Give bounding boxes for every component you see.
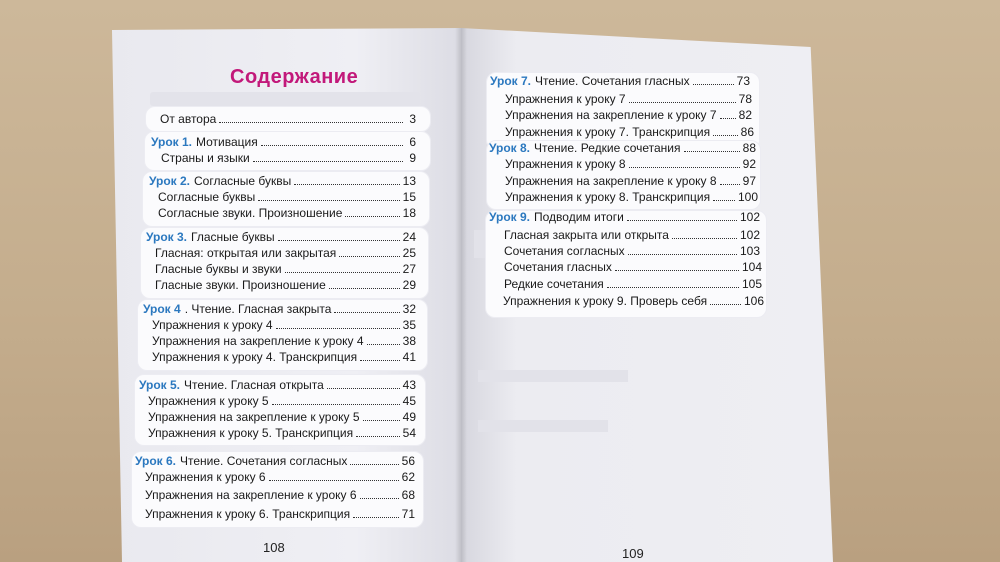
toc-dot-leader	[615, 260, 739, 271]
toc-entry	[505, 92, 752, 108]
toc-entry	[148, 410, 416, 426]
toc-entry-title: Согласные буквы	[194, 174, 292, 188]
toc-entry-title: Согласные буквы	[158, 190, 256, 204]
toc-dot-leader	[720, 108, 736, 119]
toc-entry-title: Упражнения к уроку 7	[505, 92, 626, 106]
toc-lesson-label: Урок 7.	[490, 74, 532, 88]
toc-page-number: 38	[402, 334, 416, 348]
toc-page-number: 68	[401, 488, 415, 502]
toc-entry-title: Упражнения к уроку 6. Транскрипция	[145, 507, 351, 521]
toc-entry	[151, 135, 416, 151]
toc-dot-leader	[363, 410, 400, 421]
toc-entry	[505, 190, 758, 206]
toc-dot-leader	[345, 206, 399, 217]
toc-entry-title: Гласные звуки. Произношение	[155, 278, 326, 292]
toc-page-number: 25	[402, 246, 416, 260]
toc-dot-leader	[294, 174, 399, 185]
toc-entry	[139, 378, 416, 394]
toc-entry	[504, 228, 760, 244]
toc-entry	[160, 112, 416, 128]
toc-page-number: 41	[402, 350, 416, 364]
toc-entry	[505, 157, 756, 173]
toc-dot-leader	[693, 74, 734, 85]
toc-lesson-label: Урок 9.	[489, 210, 531, 224]
toc-page-number: 100	[737, 190, 758, 204]
toc-entry-title: Мотивация	[196, 135, 258, 149]
toc-dot-leader	[367, 334, 400, 345]
toc-dot-leader	[360, 488, 399, 499]
toc-entry-title: Согласные звуки. Произношение	[158, 206, 343, 220]
toc-dot-leader	[360, 350, 400, 361]
toc-dot-leader	[329, 278, 400, 289]
toc-dot-leader	[258, 190, 399, 201]
toc-page-number: 15	[402, 190, 416, 204]
toc-dot-leader	[607, 277, 739, 288]
toc-page-number: 104	[741, 260, 762, 274]
toc-page-number: 102	[739, 228, 760, 242]
toc-page-number: 103	[739, 244, 760, 258]
toc-page-number: 6	[409, 135, 416, 149]
toc-page-number: 13	[402, 174, 416, 188]
toc-dot-leader	[713, 190, 735, 201]
toc-dot-leader	[219, 112, 403, 123]
toc-entry-title: Редкие сочетания	[504, 277, 604, 291]
toc-page-number: 9	[409, 151, 416, 165]
toc-entry	[505, 174, 756, 190]
toc-page-number: 73	[736, 74, 750, 88]
toc-entry-title: . Чтение. Гласная закрыта	[184, 302, 332, 316]
toc-dot-leader	[627, 210, 737, 221]
toc-entry	[143, 302, 416, 318]
toc-entry-title: Упражнения к уроку 4	[152, 318, 273, 332]
toc-page-number: 35	[402, 318, 416, 332]
toc-page-number: 102	[739, 210, 760, 224]
toc-entry	[146, 230, 416, 246]
toc-dot-leader	[720, 174, 740, 185]
toc-page-number: 3	[409, 112, 416, 126]
toc-page-number: 29	[402, 278, 416, 292]
toc-entry	[505, 108, 752, 124]
toc-page-number: 49	[402, 410, 416, 424]
toc-entry-title: Чтение. Сочетания согласных	[180, 454, 348, 468]
toc-entry-title: Упражнения на закрепление к уроку 6	[145, 488, 357, 502]
toc-dot-leader	[272, 394, 400, 405]
toc-entry	[490, 74, 750, 90]
toc-lesson-label: Урок 4	[143, 302, 181, 316]
toc-page-number: 32	[402, 302, 416, 316]
toc-entry-title: Гласные буквы и звуки	[155, 262, 282, 276]
toc-entry-title: Упражнения на закрепление к уроку 8	[505, 174, 717, 188]
toc-dot-leader	[356, 426, 400, 437]
toc-entry-title: Упражнения на закрепление к уроку 7	[505, 108, 717, 122]
toc-page-number: 106	[743, 294, 764, 308]
toc-page-number: 97	[742, 174, 756, 188]
toc-dot-leader	[713, 125, 738, 136]
toc-dot-leader	[278, 230, 400, 241]
toc-dot-leader	[327, 378, 400, 389]
toc-dot-leader	[353, 507, 399, 518]
toc-dot-leader	[339, 246, 399, 257]
toc-entry	[135, 454, 415, 470]
toc-entry	[158, 206, 416, 222]
toc-dot-leader	[253, 151, 403, 162]
toc-page-number: 92	[742, 157, 756, 171]
toc-entry	[505, 125, 754, 141]
page-number-right: 109	[622, 546, 644, 561]
toc-dot-leader	[261, 135, 403, 146]
toc-entry-title: Упражнения к уроку 5. Транскрипция	[148, 426, 354, 440]
toc-entry-title: Упражнения к уроку 8	[505, 157, 626, 171]
toc-entry	[504, 244, 760, 260]
toc-page-number: 18	[402, 206, 416, 220]
toc-entry-title: Страны и языки	[161, 151, 250, 165]
toc-lesson-label: Урок 8.	[489, 141, 531, 155]
toc-entry	[152, 334, 416, 350]
toc-page-number: 56	[401, 454, 415, 468]
toc-page-number: 43	[402, 378, 416, 392]
toc-dot-leader	[269, 470, 399, 481]
toc-entry-title: Упражнения к уроку 7. Транскрипция	[505, 125, 711, 139]
toc-entry-title: Упражнения к уроку 9. Проверь себя	[503, 294, 708, 308]
toc-lesson-label: Урок 2.	[149, 174, 191, 188]
toc-entry	[504, 260, 762, 276]
toc-entry	[504, 277, 762, 293]
toc-entry	[145, 507, 415, 523]
toc-entry-title: Чтение. Сочетания гласных	[535, 74, 690, 88]
toc-page-number: 45	[402, 394, 416, 408]
toc-entry-title: Упражнения к уроку 8. Транскрипция	[505, 190, 711, 204]
toc-dot-leader	[350, 454, 398, 465]
toc-dot-leader	[285, 262, 400, 273]
toc-entry	[148, 394, 416, 410]
toc-entry	[155, 278, 416, 294]
toc-entry-title: Подводим итоги	[534, 210, 624, 224]
toc-lesson-label: Урок 3.	[146, 230, 188, 244]
toc-entry	[489, 210, 760, 226]
toc-entry	[145, 488, 415, 504]
toc-entry-title: Упражнения к уроку 5	[148, 394, 269, 408]
toc-dot-leader	[629, 157, 740, 168]
toc-title: Содержание	[230, 66, 359, 88]
bleed-through-shape	[150, 92, 420, 106]
toc-entry	[149, 174, 416, 190]
toc-dot-leader	[629, 92, 736, 103]
toc-page-number: 24	[402, 230, 416, 244]
toc-entry-title: От автора	[160, 112, 217, 126]
page-number-left: 108	[263, 540, 285, 555]
toc-dot-leader	[334, 302, 399, 313]
bleed-through-shape	[478, 420, 608, 432]
toc-entry	[161, 151, 416, 167]
bleed-through-shape	[478, 370, 628, 382]
toc-dot-leader	[276, 318, 400, 329]
toc-entry-title: Гласная: открытая или закрытая	[155, 246, 337, 260]
toc-entry-title: Упражнения к уроку 6	[145, 470, 266, 484]
toc-entry	[148, 426, 416, 442]
toc-entry	[152, 350, 416, 366]
toc-page-number: 71	[401, 507, 415, 521]
toc-dot-leader	[628, 244, 737, 255]
toc-entry-title: Упражнения на закрепление к уроку 4	[152, 334, 364, 348]
toc-page-number: 105	[741, 277, 762, 291]
toc-entry-title: Чтение. Редкие сочетания	[534, 141, 681, 155]
book-spine	[455, 28, 467, 562]
toc-page-number: 78	[738, 92, 752, 106]
toc-dot-leader	[710, 294, 741, 305]
toc-entry-title: Упражнения к уроку 4. Транскрипция	[152, 350, 358, 364]
toc-page-number: 54	[402, 426, 416, 440]
toc-entry	[155, 246, 416, 262]
toc-dot-leader	[684, 141, 740, 152]
toc-lesson-label: Урок 1.	[151, 135, 193, 149]
toc-entry-title: Гласная закрыта или открыта	[504, 228, 669, 242]
toc-entry	[158, 190, 416, 206]
toc-page-number: 88	[742, 141, 756, 155]
toc-entry	[145, 470, 415, 486]
toc-lesson-label: Урок 5.	[139, 378, 181, 392]
toc-dot-leader	[672, 228, 737, 239]
toc-page-number: 62	[401, 470, 415, 484]
toc-entry	[152, 318, 416, 334]
toc-entry	[503, 294, 764, 310]
toc-entry	[489, 141, 756, 157]
toc-entry-title: Упражнения на закрепление к уроку 5	[148, 410, 360, 424]
toc-entry-title: Сочетания согласных	[504, 244, 625, 258]
toc-lesson-label: Урок 6.	[135, 454, 177, 468]
toc-page-number: 86	[740, 125, 754, 139]
toc-entry-title: Чтение. Гласная открыта	[184, 378, 324, 392]
toc-entry-title: Гласные буквы	[191, 230, 275, 244]
toc-entry-title: Сочетания гласных	[504, 260, 612, 274]
toc-page-number: 27	[402, 262, 416, 276]
toc-page-number: 82	[738, 108, 752, 122]
toc-entry	[155, 262, 416, 278]
